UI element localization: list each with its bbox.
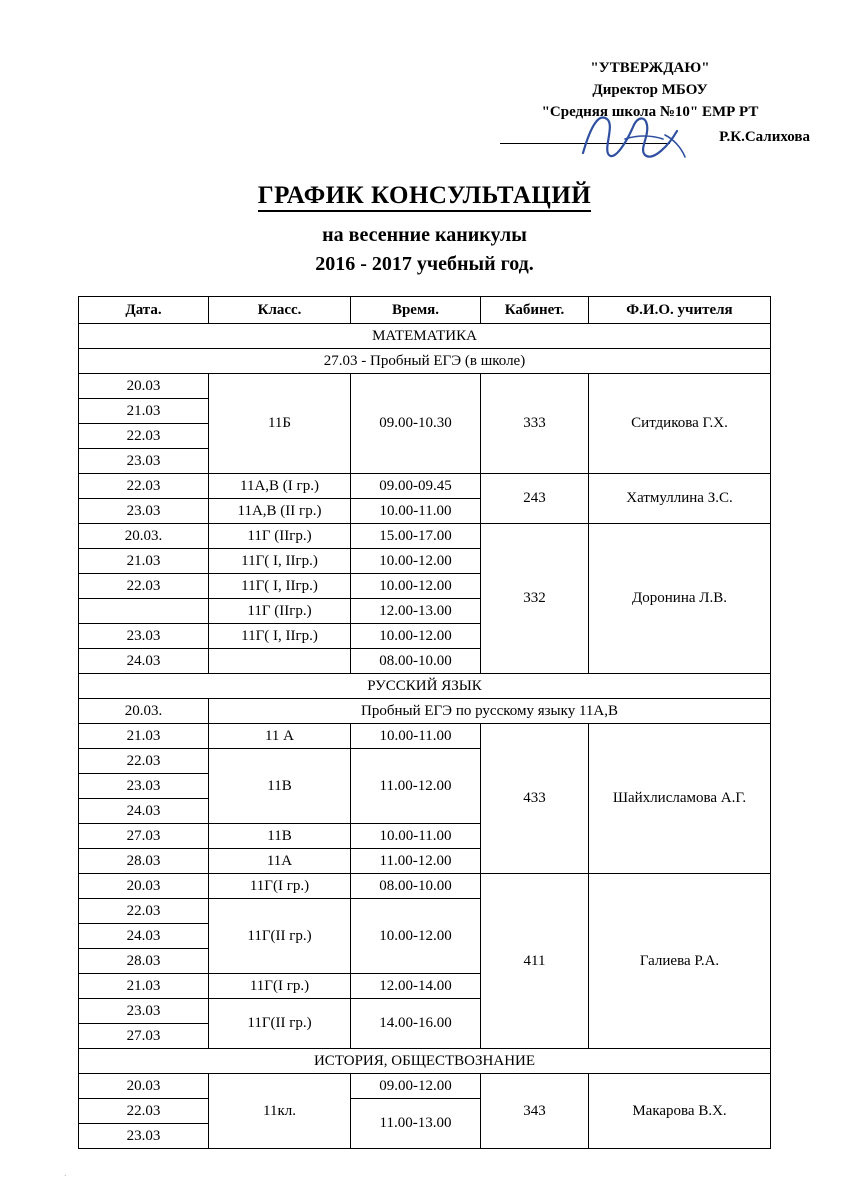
cell-date: 22.03	[79, 424, 209, 449]
cell-time: 15.00-17.00	[351, 524, 481, 549]
cell-room: 433	[481, 724, 589, 874]
cell-date: 22.03	[79, 899, 209, 924]
cell-room: 333	[481, 374, 589, 474]
cell-date	[79, 599, 209, 624]
cell-teacher: Галиева Р.А.	[589, 874, 771, 1049]
section-title-math: МАТЕМАТИКА	[79, 324, 771, 349]
cell-date: 20.03	[79, 1074, 209, 1099]
cell-date: 22.03	[79, 749, 209, 774]
band-math-ege: 27.03 - Пробный ЕГЭ (в школе)	[79, 349, 771, 374]
subtitle-period: на весенние каникулы	[322, 224, 527, 246]
cell-class: 11 А	[209, 724, 351, 749]
cell-time: 10.00-11.00	[351, 724, 481, 749]
page-mark-left: .	[64, 1168, 67, 1179]
cell-class: 11А,В (II гр.)	[209, 499, 351, 524]
cell-teacher: Макарова В.Х.	[589, 1074, 771, 1149]
cell-time: 08.00-10.00	[351, 649, 481, 674]
column-header-teacher: Ф.И.О. учителя	[589, 297, 771, 324]
approval-line-3: "Средняя школа №10" ЕМР РТ	[541, 103, 759, 120]
cell-teacher: Шайхлисламова А.Г.	[589, 724, 771, 874]
cell-room: 243	[481, 474, 589, 524]
cell-time: 12.00-14.00	[351, 974, 481, 999]
cell-class: 11Г( I, IIгр.)	[209, 574, 351, 599]
column-header-room: Кабинет.	[481, 297, 589, 324]
cell-date: 23.03	[79, 999, 209, 1024]
cell-time: 10.00-12.00	[351, 549, 481, 574]
approval-line-2: Директор МБОУ	[592, 81, 708, 98]
cell-date: 24.03	[79, 649, 209, 674]
table-row	[79, 524, 771, 549]
cell-date: 22.03	[79, 574, 209, 599]
cell-class: 11Б	[209, 374, 351, 474]
cell-date: 21.03	[79, 724, 209, 749]
schedule-table-wrapper	[78, 296, 770, 1149]
section-band-row	[79, 699, 771, 724]
cell-date: 23.03	[79, 499, 209, 524]
section-header-row	[79, 324, 771, 349]
table-row	[79, 474, 771, 499]
cell-time: 09.00-09.45	[351, 474, 481, 499]
cell-date: 21.03	[79, 549, 209, 574]
column-header-date: Дата.	[79, 297, 209, 324]
table-row	[79, 724, 771, 749]
page-title	[0, 182, 849, 210]
cell-date: 20.03	[79, 874, 209, 899]
cell-class: 11В	[209, 749, 351, 824]
cell-date: 27.03	[79, 824, 209, 849]
cell-class: 11кл.	[209, 1074, 351, 1149]
cell-time: 14.00-16.00	[351, 999, 481, 1049]
cell-class: 11Г(II гр.)	[209, 899, 351, 974]
cell-class: 11А	[209, 849, 351, 874]
cell-date: 23.03	[79, 449, 209, 474]
cell-date: 23.03	[79, 774, 209, 799]
section-header-row	[79, 674, 771, 699]
cell-date: 23.03	[79, 624, 209, 649]
column-header-class: Класс.	[209, 297, 351, 324]
cell-time: 10.00-12.00	[351, 624, 481, 649]
cell-teacher: Доронина Л.В.	[589, 524, 771, 674]
cell-class: 11А,В (I гр.)	[209, 474, 351, 499]
cell-class: 11В	[209, 824, 351, 849]
cell-date: 21.03	[79, 399, 209, 424]
cell-date: 22.03	[79, 1099, 209, 1124]
table-header-row	[79, 297, 771, 324]
section-header-row	[79, 1049, 771, 1074]
table-row	[79, 1074, 771, 1099]
cell-teacher: Ситдикова Г.Х.	[589, 374, 771, 474]
cell-teacher: Хатмуллина З.С.	[589, 474, 771, 524]
signature-rule	[500, 143, 670, 144]
section-title-history: ИСТОРИЯ, ОБЩЕСТВОЗНАНИЕ	[79, 1049, 771, 1074]
approval-line-1: "УТВЕРЖДАЮ"	[590, 60, 710, 76]
cell-class: 11Г( I, IIгр.)	[209, 624, 351, 649]
table-row	[79, 874, 771, 899]
cell-room: 411	[481, 874, 589, 1049]
cell-class: 11Г (IIгр.)	[209, 599, 351, 624]
band-russian-ege: Пробный ЕГЭ по русскому языку 11А,В	[209, 699, 771, 724]
cell-time: 09.00-10.30	[351, 374, 481, 474]
cell-class: 11Г(II гр.)	[209, 999, 351, 1049]
cell-date: 27.03	[79, 1024, 209, 1049]
cell-date: 22.03	[79, 474, 209, 499]
schedule-table	[78, 296, 771, 1149]
section-title-russian: РУССКИЙ ЯЗЫК	[79, 674, 771, 699]
cell-room: 332	[481, 524, 589, 674]
cell-time: 10.00-12.00	[351, 899, 481, 974]
approval-block	[490, 58, 810, 151]
cell-class: 11Г (IIгр.)	[209, 524, 351, 549]
cell-time: 08.00-10.00	[351, 874, 481, 899]
subtitle-year: 2016 - 2017 учебный год.	[315, 253, 534, 275]
cell-time: 10.00-11.00	[351, 499, 481, 524]
cell-date: 28.03	[79, 849, 209, 874]
cell-time: 11.00-12.00	[351, 749, 481, 824]
column-header-time: Время.	[351, 297, 481, 324]
cell-class: 11Г(I гр.)	[209, 874, 351, 899]
cell-date: 20.03.	[79, 524, 209, 549]
section-band-row	[79, 349, 771, 374]
cell-date: 24.03	[79, 799, 209, 824]
cell-date: 24.03	[79, 924, 209, 949]
cell-date: 23.03	[79, 1124, 209, 1149]
cell-class: 11Г(I гр.)	[209, 974, 351, 999]
cell-date: 21.03	[79, 974, 209, 999]
signature-line	[490, 125, 810, 151]
signer-name: Р.К.Салихова	[719, 129, 810, 146]
table-row	[79, 374, 771, 399]
cell-time: 11.00-13.00	[351, 1099, 481, 1149]
cell-class: 11Г( I, IIгр.)	[209, 549, 351, 574]
cell-date: 28.03	[79, 949, 209, 974]
cell-time: 09.00-12.00	[351, 1074, 481, 1099]
cell-class	[209, 649, 351, 674]
cell-time: 10.00-11.00	[351, 824, 481, 849]
page-title-text: ГРАФИК КОНСУЛЬТАЦИЙ	[258, 182, 592, 212]
cell-time: 10.00-12.00	[351, 574, 481, 599]
band-date: 20.03.	[79, 699, 209, 724]
cell-room: 343	[481, 1074, 589, 1149]
cell-time: 12.00-13.00	[351, 599, 481, 624]
cell-date: 20.03	[79, 374, 209, 399]
cell-time: 11.00-12.00	[351, 849, 481, 874]
